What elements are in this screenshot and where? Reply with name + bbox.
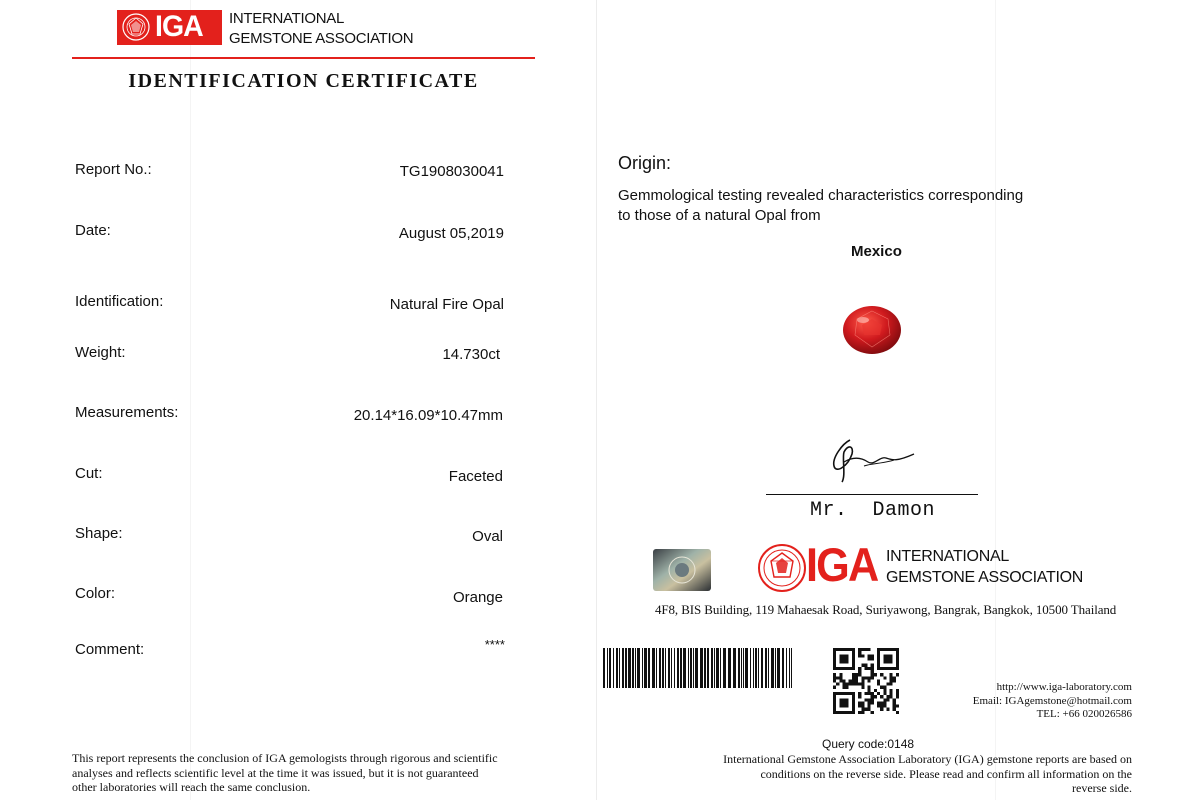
origin-statement: [618, 186, 1023, 226]
field-label-comment: Comment:: [75, 641, 145, 658]
website-link[interactable]: http://www.iga-laboratory.com: [996, 681, 1132, 693]
origin-country: Mexico: [851, 243, 902, 260]
footer-logo-wordmark: IGA: [806, 538, 878, 591]
contact-info: [973, 681, 1132, 722]
hologram-seal: [653, 549, 711, 591]
field-value-color: Orange: [452, 589, 503, 606]
barcode: [603, 648, 793, 688]
field-value-identification: Natural Fire Opal: [389, 296, 504, 313]
phone-number: TEL: +66 020026586: [1036, 708, 1132, 720]
origin-statement-line: Gemmological testing revealed characteristics corresponding: [618, 187, 1024, 204]
org-name-line1: INTERNATIONAL: [229, 10, 345, 27]
header-divider: [72, 57, 535, 59]
field-value-shape: Oval: [472, 528, 503, 545]
field-label-identification: Identification:: [75, 293, 164, 310]
iga-emblem-icon: [757, 543, 807, 593]
certificate-title: IDENTIFICATION CERTIFICATE: [128, 70, 479, 92]
report-note-line: conditions on the reverse side. Please read and confirm all information on the: [760, 766, 1132, 781]
fold-crease: [995, 0, 996, 800]
gemstone-image: [842, 305, 902, 355]
fold-crease: [190, 0, 191, 800]
disclaimer-line: analyses and reflects scientific level at the time it was issued, but it is not guaranteed: [72, 765, 479, 780]
field-value-measurements: 20.14*16.09*10.47mm: [353, 407, 503, 424]
signature-line: [766, 494, 978, 495]
iga-emblem-icon: [121, 12, 151, 42]
field-label-shape: Shape:: [75, 525, 123, 542]
query-code: Query code:0148: [822, 737, 915, 751]
report-note-line: International Gemstone Association Laboratory (IGA) gemstone reports are based on: [723, 752, 1132, 766]
field-value-cut: Faceted: [448, 468, 503, 485]
field-value-date: August 05,2019: [398, 225, 504, 242]
disclaimer-line: This report represents the conclusion of IGA gemologists through rigorous and scientific: [72, 751, 498, 765]
org-name-line2: GEMSTONE ASSOCIATION: [229, 30, 414, 47]
qr-code: [833, 648, 899, 714]
page-fold: [596, 0, 597, 800]
certificate-disclaimer: [72, 751, 542, 795]
origin-heading: Origin:: [618, 153, 672, 173]
field-label-measurements: Measurements:: [75, 404, 179, 421]
field-label-color: Color:: [75, 585, 116, 602]
origin-statement-line: to those of a natural Opal from: [618, 207, 821, 224]
report-note-line: reverse side.: [1072, 781, 1132, 795]
field-label-report-no: Report No.:: [75, 161, 152, 178]
footer-org-name-line1: INTERNATIONAL: [886, 548, 1009, 565]
field-label-weight: Weight:: [75, 344, 126, 361]
signature-image: [824, 436, 919, 484]
field-value-comment: ****: [484, 637, 505, 652]
email-address[interactable]: Email: IGAgemstone@hotmail.com: [972, 694, 1132, 707]
iga-logo: [117, 10, 222, 45]
signatory-name: Mr. Damon: [810, 499, 936, 522]
disclaimer-line: other laboratories will reach the same conclusion.: [72, 780, 311, 794]
field-label-date: Date:: [75, 222, 111, 239]
logo-wordmark: IGA: [155, 10, 203, 43]
lab-address: 4F8, BIS Building, 119 Mahaesak Road, Suriyawong, Bangrak, Bangkok, 10500 Thailand: [655, 602, 1117, 617]
field-label-cut: Cut:: [75, 465, 103, 482]
footer-org-name-line2: GEMSTONE ASSOCIATION: [886, 569, 1084, 586]
field-value-report-no: TG1908030041: [399, 163, 504, 180]
field-value-weight: 14.730ct: [442, 346, 500, 363]
report-conditions-note: [672, 752, 1132, 796]
